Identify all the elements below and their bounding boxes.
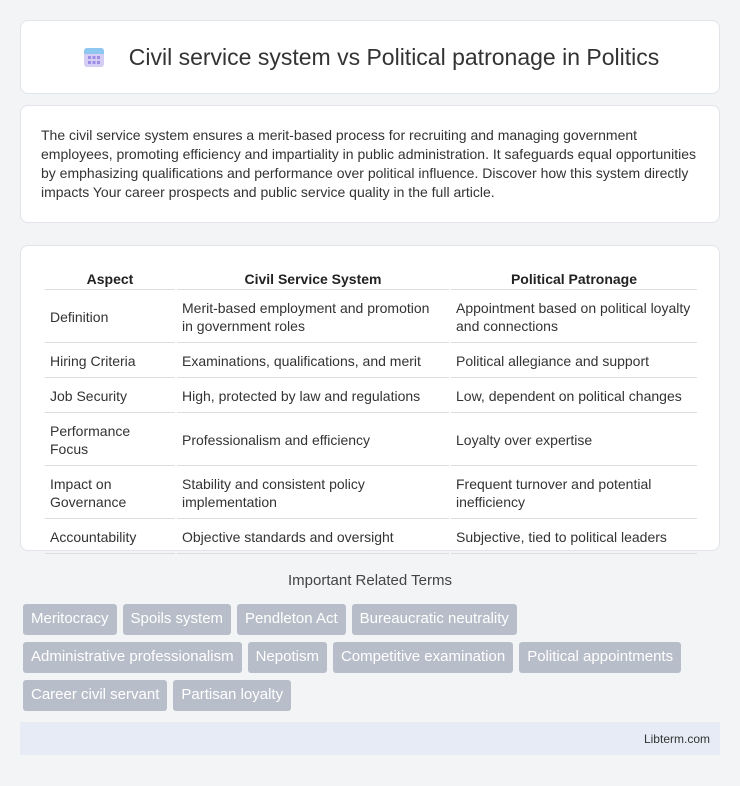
table-header-row (45, 268, 697, 290)
row-civil-service: Objective standards and oversight (177, 521, 449, 554)
term-tag[interactable]: Nepotism (248, 642, 327, 673)
row-civil-service: Professionalism and efficiency (177, 415, 449, 466)
footer-site-link[interactable]: Libterm.com (643, 732, 710, 746)
row-political-patronage: Loyalty over expertise (451, 415, 697, 466)
term-tag[interactable]: Political appointments (519, 642, 681, 673)
table-row (45, 415, 697, 466)
row-political-patronage: Appointment based on political loyalty and connections (451, 292, 697, 343)
row-civil-service: Examinations, qualifications, and merit (177, 345, 449, 378)
header-aspect: Aspect (45, 268, 175, 290)
row-political-patronage: Political allegiance and support (451, 345, 697, 378)
table-row (45, 521, 697, 554)
intro-text: The civil service system ensures a merit-based process for recruiting and managing government employees, promoting efficiency and impartiality in public administration. It safeguards equal opportunities by emphasizing qualifications and performance over political influence. Discover how this system directly impacts Your career prospects and public service quality in the full article. (41, 127, 696, 200)
row-aspect: Performance Focus (45, 415, 175, 466)
comparison-table (43, 266, 699, 556)
term-tag[interactable]: Administrative professionalism (23, 642, 242, 673)
calendar-icon (81, 44, 107, 70)
term-tag[interactable]: Competitive examination (333, 642, 513, 673)
related-terms-list (23, 604, 723, 711)
term-tag[interactable]: Pendleton Act (237, 604, 346, 635)
term-tag[interactable]: Spoils system (123, 604, 232, 635)
row-aspect: Hiring Criteria (45, 345, 175, 378)
row-aspect: Impact on Governance (45, 468, 175, 519)
row-aspect: Job Security (45, 380, 175, 413)
row-aspect: Accountability (45, 521, 175, 554)
table-row (45, 468, 697, 519)
row-political-patronage: Subjective, tied to political leaders (451, 521, 697, 554)
header-card (20, 20, 720, 94)
term-tag[interactable]: Meritocracy (23, 604, 117, 635)
term-tag[interactable]: Career civil servant (23, 680, 167, 711)
page-title: Civil service system vs Political patronage in Politics (128, 43, 660, 70)
term-tag[interactable]: Bureaucratic neutrality (352, 604, 517, 635)
row-political-patronage: Low, dependent on political changes (451, 380, 697, 413)
intro-card (20, 105, 720, 223)
row-aspect: Definition (45, 292, 175, 343)
comparison-card (20, 245, 720, 551)
header-civil-service: Civil Service System (177, 268, 449, 290)
related-terms-title: Important Related Terms (288, 572, 452, 589)
table-row (45, 292, 697, 343)
row-political-patronage: Frequent turnover and potential inefficiency (451, 468, 697, 519)
table-row (45, 345, 697, 378)
term-tag[interactable]: Partisan loyalty (173, 680, 291, 711)
row-civil-service: Stability and consistent policy implementation (177, 468, 449, 519)
footer (20, 722, 720, 755)
header-political-patronage: Political Patronage (451, 268, 697, 290)
table-row (45, 380, 697, 413)
row-civil-service: High, protected by law and regulations (177, 380, 449, 413)
row-civil-service: Merit-based employment and promotion in government roles (177, 292, 449, 343)
